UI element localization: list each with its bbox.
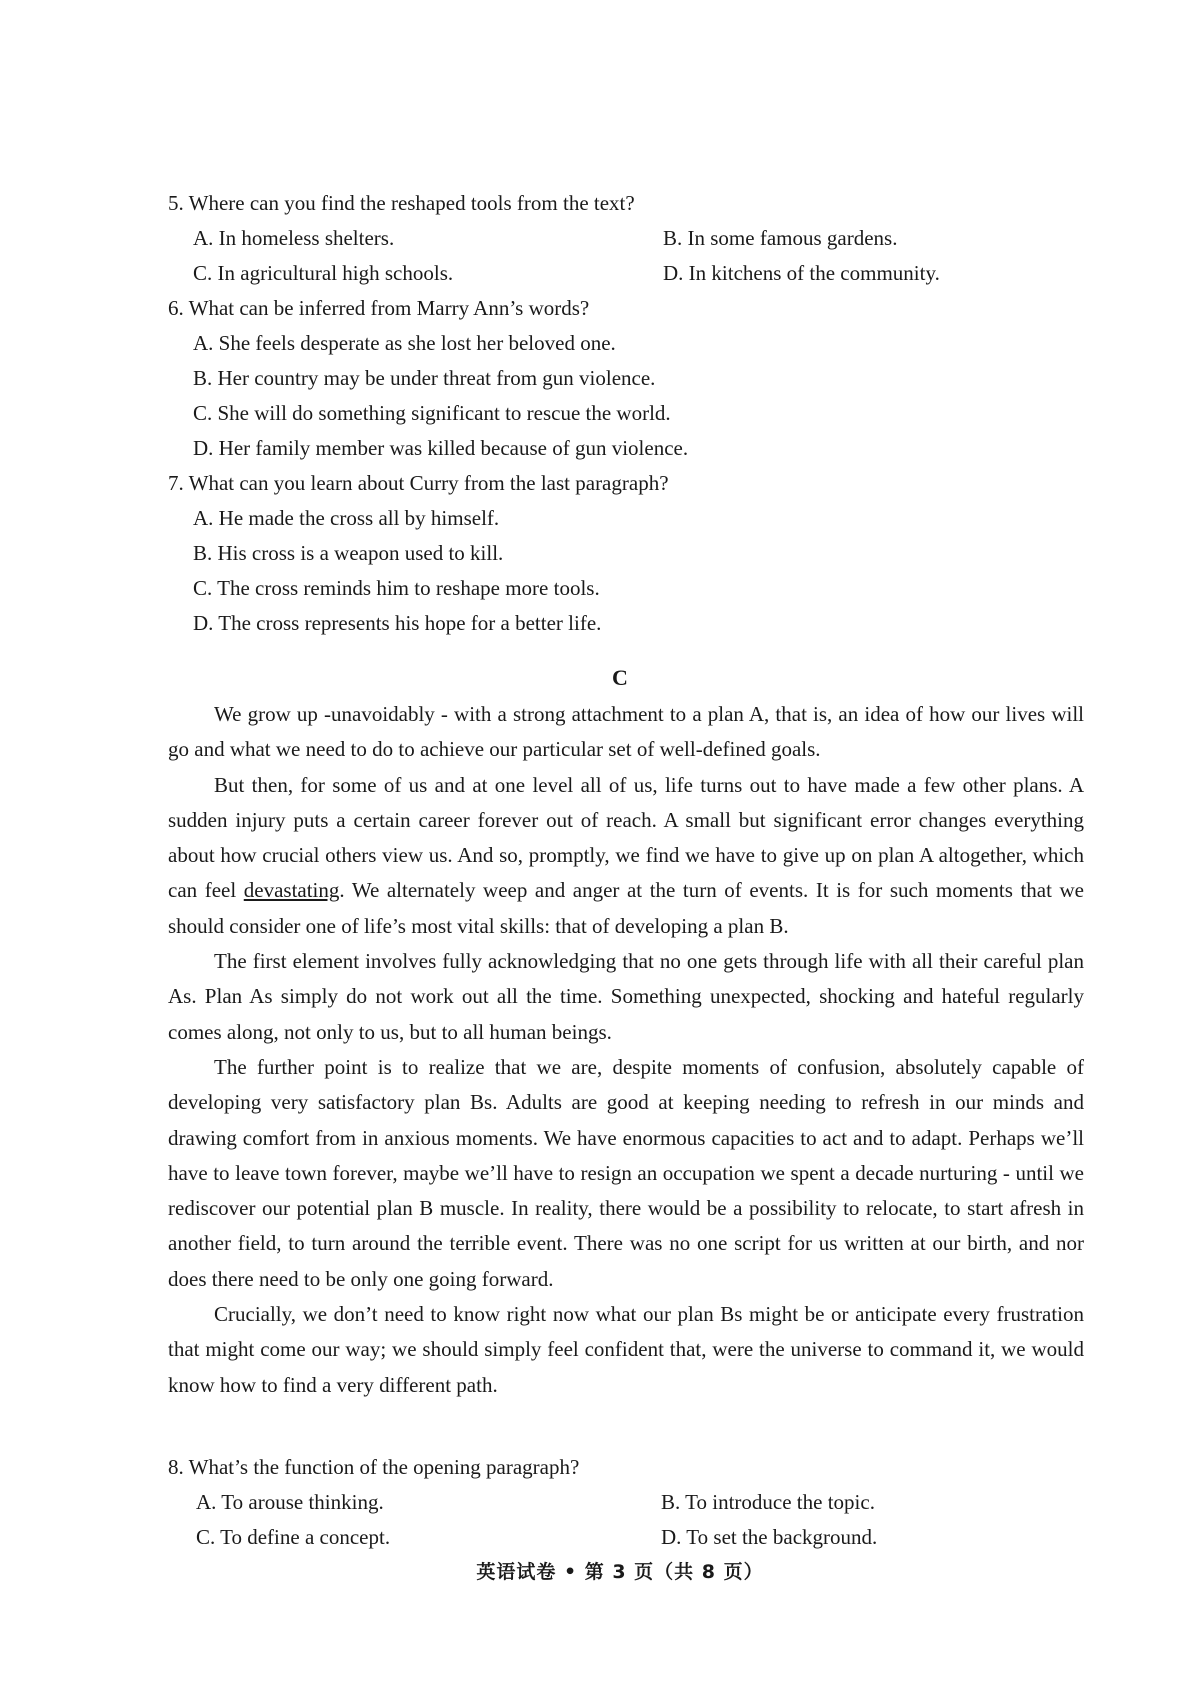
question-5-option-c: C. In agricultural high schools. xyxy=(193,261,454,285)
passage-paragraph-5 xyxy=(168,1297,1084,1403)
question-6-stem: 6. What can be inferred from Marry Ann’s words? xyxy=(168,296,590,320)
passage-paragraph-2 xyxy=(168,768,1084,944)
paragraph-5-text: Crucially, we don’t need to know right now what our plan Bs might be or anticipate every frustration that might come our way; we should simply feel confident that, were the universe to command it, we would know how to find a very different path. xyxy=(168,1302,1084,1397)
section-c-passage xyxy=(168,697,1084,1403)
paragraph-3-text: The first element involves fully acknowledging that no one gets through life with all their careful plan As. Plan As simply do not work out all the time. Something unexpected, shocking and hateful regularly comes along, not only to us, but to all human beings. xyxy=(168,949,1084,1044)
question-7-stem: 7. What can you learn about Curry from the last paragraph? xyxy=(168,471,669,495)
question-7-option-c: C. The cross reminds him to reshape more tools. xyxy=(193,576,600,600)
question-5-option-d: D. In kitchens of the community. xyxy=(663,261,940,285)
question-8-option-a: A. To arouse thinking. xyxy=(196,1490,384,1514)
question-6-option-b: B. Her country may be under threat from gun violence. xyxy=(193,366,656,390)
paragraph-2-text-end: . We alternately weep and anger at the turn of events. It is for such moments that we should consider one of life’s most vital skills: that of developing a plan B. xyxy=(168,878,1084,938)
question-7-option-b: B. His cross is a weapon used to kill. xyxy=(193,541,504,565)
question-7-option-d: D. The cross represents his hope for a better life. xyxy=(193,611,602,635)
question-8-option-b: B. To introduce the topic. xyxy=(661,1490,875,1514)
question-7-option-a: A. He made the cross all by himself. xyxy=(193,506,500,530)
passage-paragraph-3 xyxy=(168,944,1084,1050)
question-8-stem: 8. What’s the function of the opening paragraph? xyxy=(168,1455,580,1479)
paragraph-2-text-start: But then, for some of us and at one level all of us, life turns out to have made a few other plans. A sudden injury puts a certain career forever out of reach. A small but significant error changes everything about how crucial others view us. And so, promptly, we find we have to give up on plan A altogether, which can feel xyxy=(168,772,1084,903)
page-footer: 英语试卷 • 第 3 页（共 8 页） xyxy=(476,1561,764,1583)
question-6-option-d: D. Her family member was killed because of gun violence. xyxy=(193,436,689,460)
question-5-option-a: A. In homeless shelters. xyxy=(193,226,395,250)
question-6-option-c: C. She will do something significant to rescue the world. xyxy=(193,401,671,425)
passage-paragraph-4 xyxy=(168,1050,1084,1297)
paragraph-4-text: The further point is to realize that we are, despite moments of confusion, absolutely capable of developing very satisfactory plan Bs. Adults are good at keeping needing to refresh in our minds and drawing comfort from in anxious moments. We have enormous capacities to act and to adapt. Perhaps we’ll have to leave town forever, maybe we’ll have to resign an occupation we spent a decade nurturing - until we rediscover our potential plan B muscle. In reality, there would be a possibility to relocate, to start afresh in another field, to turn around the terrible event. There was no one script for us written at our birth, and nor does there need to be only one going forward. xyxy=(168,1054,1084,1291)
question-5-stem: 5. Where can you find the reshaped tools from the text? xyxy=(168,191,635,215)
question-5-option-b: B. In some famous gardens. xyxy=(663,226,898,250)
question-8-option-c: C. To define a concept. xyxy=(196,1525,391,1549)
underlined-word-devastating: devastating xyxy=(243,878,340,903)
question-6-option-a: A. She feels desperate as she lost her beloved one. xyxy=(193,331,616,355)
question-8-option-d: D. To set the background. xyxy=(661,1525,878,1549)
section-c-title: C xyxy=(612,665,628,690)
paragraph-1-text: We grow up -unavoidably - with a strong attachment to a plan A, that is, an idea of how our lives will go and what we need to do to achieve our particular set of well-defined goals. xyxy=(168,702,1084,762)
passage-paragraph-1 xyxy=(168,697,1084,768)
